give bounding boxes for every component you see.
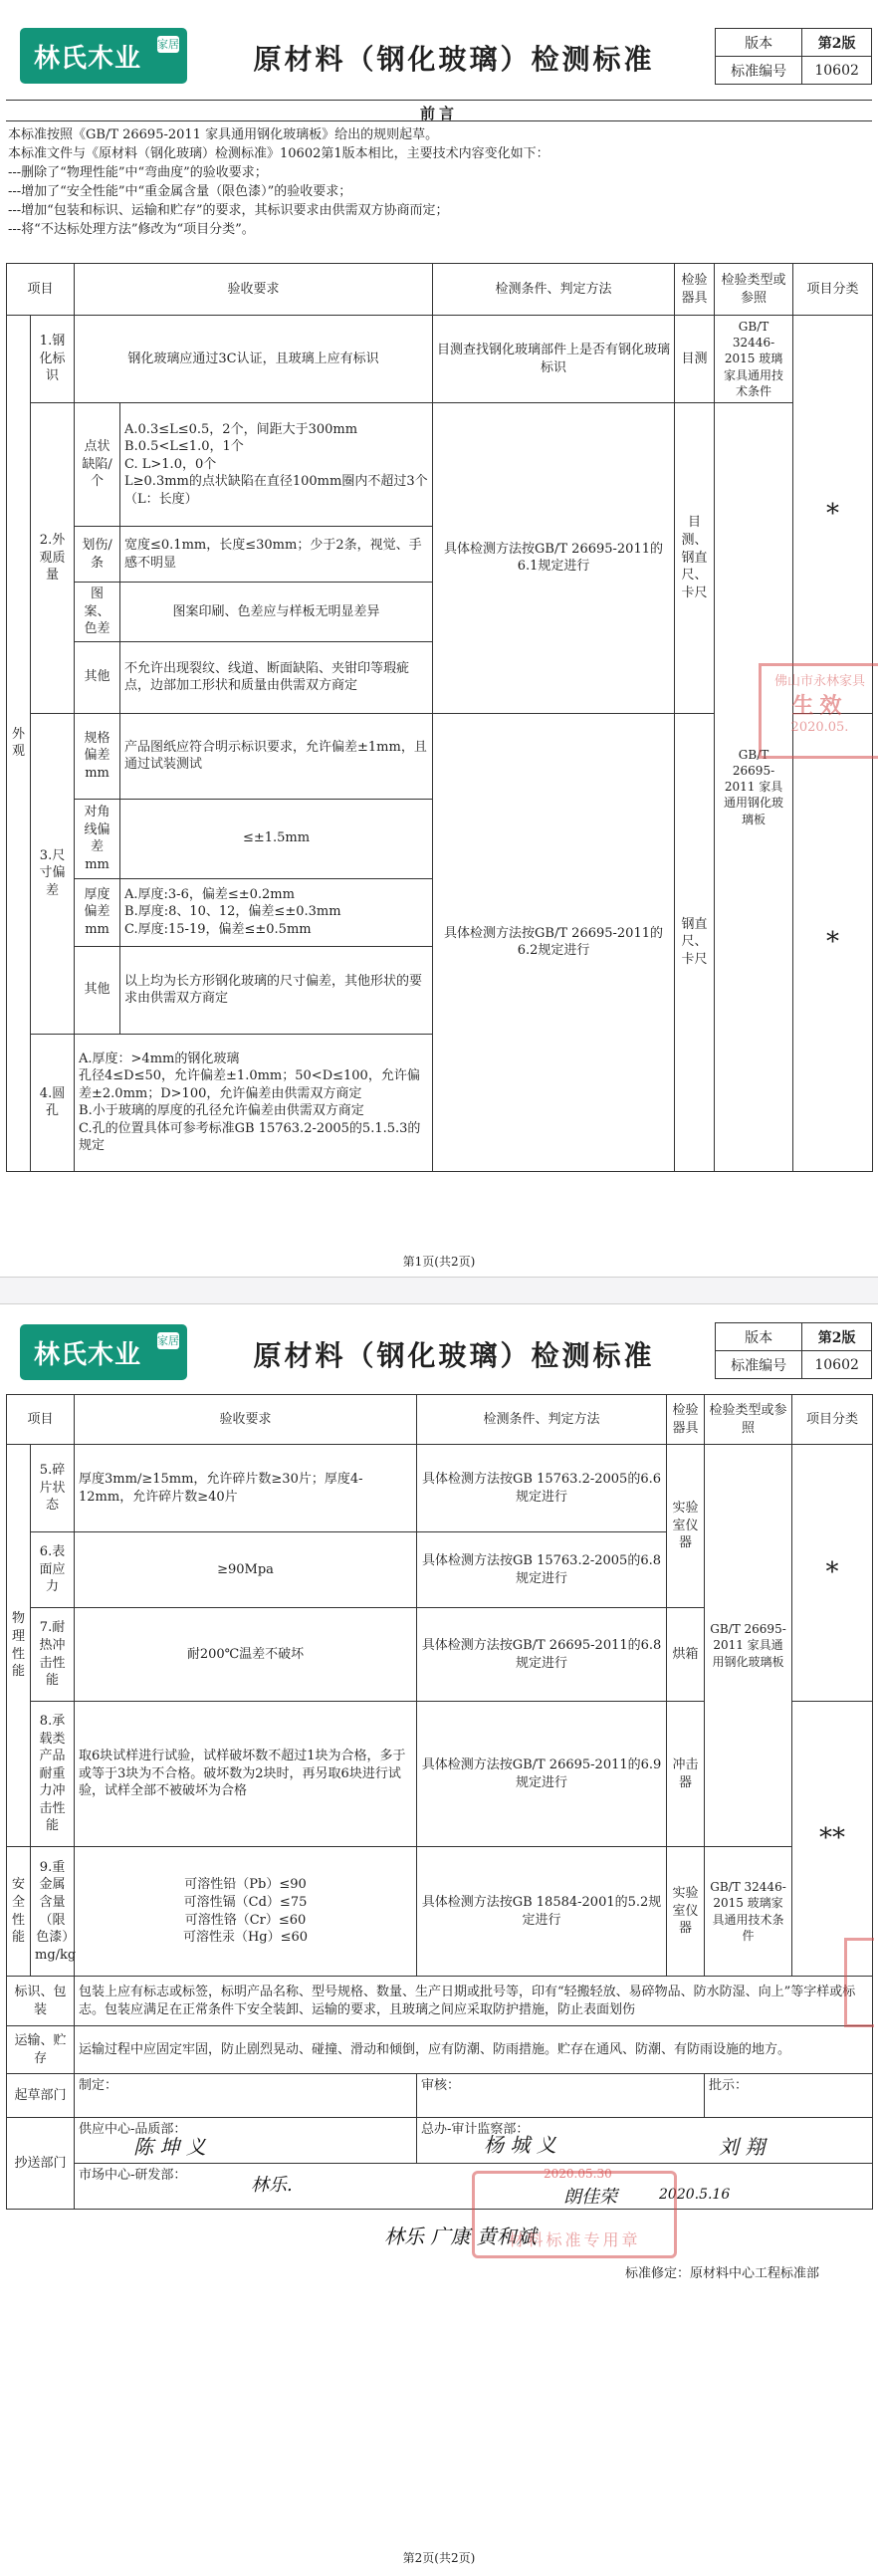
method: 目测查找钢化玻璃部件上是否有钢化玻璃标识 <box>433 316 675 403</box>
requirement: ≥90Mpa <box>75 1532 417 1608</box>
audit-date: 2020.5.16 <box>659 2187 731 2203</box>
drafter-signature: 陈 坤 义 <box>133 2135 206 2159</box>
sub-item: 厚度偏差mm <box>75 878 120 946</box>
copy-dept-1: 供应中心-品质部： <box>75 2118 417 2164</box>
preface-body <box>8 125 870 239</box>
supply-signature: 林乐. <box>251 2175 293 2196</box>
approve-label: 批示： <box>705 2074 873 2118</box>
requirement <box>75 1847 417 1977</box>
requirement: 钢化玻璃应通过3C认证，且玻璃上应有标识 <box>75 316 433 403</box>
req-line: L≥0.3mm的点状缺陷在直径100mm圈内不超过3个 <box>124 474 428 490</box>
method: 具体检测方法按GB 15763.2-2005的6.6规定进行 <box>417 1445 667 1532</box>
req-line: 可溶性铬（Cr）≤60 <box>184 1912 307 1928</box>
sub-item: 对角线偏差mm <box>75 799 120 878</box>
col-type: 检验类型或参照 <box>715 264 793 316</box>
table-row <box>7 1977 873 2026</box>
method: 具体检测方法按GB/T 26695-2011的6.9规定进行 <box>417 1702 667 1847</box>
transport-label: 运输、贮存 <box>7 2026 75 2074</box>
sub-item: 点状缺陷/个 <box>75 403 120 527</box>
col-requirement: 验收要求 <box>75 264 433 316</box>
review-label: 审核： <box>417 2074 705 2118</box>
requirement: 产品图纸应符合明示标识要求，允许偏差±1mm，且通过试装测试 <box>120 713 433 799</box>
code-label: 标准编号 <box>716 1351 802 1379</box>
version-value: 第2版 <box>802 1323 872 1351</box>
req-line: B.厚度:8、10、12，偏差≤±0.3mm <box>124 904 341 920</box>
logo-sub: 家居 <box>157 1334 179 1347</box>
revised-by: 标准修定：原材料中心工程标准部 <box>625 2266 820 2281</box>
version-label: 版本 <box>716 29 802 57</box>
req-line: （L：长度） <box>124 491 198 507</box>
type: GB/T 32446-2015 玻璃家具通用技术条件 <box>705 1847 792 1977</box>
reviewer-signature: 杨 城 义 <box>484 2133 556 2157</box>
company-logo <box>20 1324 187 1380</box>
stamp-date: 2020.05. <box>790 720 849 735</box>
table-row <box>7 2026 873 2074</box>
item-label: 1.钢化标识 <box>31 316 75 403</box>
tool: 冲击器 <box>667 1702 705 1847</box>
tool: 烘箱 <box>667 1608 705 1702</box>
group-label: 物理性能 <box>7 1445 31 1847</box>
requirement: 耐200℃温差不破坏 <box>75 1608 417 1702</box>
item-label: 2.外观质量 <box>31 403 75 714</box>
table-header-row <box>7 264 873 316</box>
document-header <box>6 0 872 96</box>
logo-text: 林氏木业 <box>34 1340 142 1370</box>
preface-line: ---增加“包装和标识、运输和贮存”的要求，其标识要求由供需双方协商而定； <box>8 203 449 218</box>
col-type: 检验类型或参照 <box>705 1395 792 1445</box>
requirement: 不允许出现裂纹、线道、断面缺陷、夹钳印等瑕疵点，边部加工形状和质量由供需双方商定 <box>120 641 433 713</box>
req-line: 可溶性汞（Hg）≤60 <box>182 1930 309 1946</box>
page-2 <box>6 1306 872 2576</box>
draft-label: 制定： <box>75 2074 417 2118</box>
method: 具体检测方法按GB/T 26695-2011的6.2规定进行 <box>433 713 675 1171</box>
col-requirement: 验收要求 <box>75 1395 417 1445</box>
requirement: 取6块试样进行试验，试样破坏数不超过1块为合格，多于或等于3块为不合格。破坏数为2块时，再另取6块进行试验，试样全部不被破坏为合格 <box>75 1702 417 1847</box>
version-box <box>715 1322 872 1379</box>
category-star: * <box>793 713 873 1171</box>
req-line: C.孔的位置具体可参考标准GB 15763.2-2005的5.1.5.3的规定 <box>79 1120 421 1154</box>
pack-text: 包装上应有标志或标签，标明产品名称、型号规格、数量、生产日期或批号等，印有“轻搬轻放、易碎物品、防水防湿、向上”等字样或标志。包装应满足在正常条件下安全装卸、运输的要求，且玻璃之间应采取防护措施，防止表面划伤 <box>75 1977 873 2026</box>
req-line: B.小于玻璃的厚度的孔径允许偏差由供需双方商定 <box>79 1103 364 1119</box>
code-value: 10602 <box>802 57 872 85</box>
logo-text: 林氏木业 <box>34 44 142 74</box>
page-footer: 第2页(共2页) <box>402 2551 476 2565</box>
page-separator <box>0 1277 878 1304</box>
table-row <box>7 1445 873 1532</box>
copy-dept-2: 总办-审计监察部： <box>417 2118 873 2164</box>
req-line: 孔径4≤D≤50，允许偏差±1.0mm；50<D≤100，允许偏差±2.0mm；D>100，允许偏差由供需双方商定 <box>79 1068 420 1101</box>
stamp-line: 生效 <box>791 693 848 719</box>
requirement: 宽度≤0.1mm，长度≤30mm；少于2条，视觉、手感不明显 <box>120 527 433 583</box>
requirement: ≤±1.5mm <box>120 799 433 878</box>
logo-sub: 家居 <box>157 38 179 51</box>
copy-dept: 抄送部门 <box>7 2118 75 2210</box>
table-row <box>7 403 873 527</box>
method: 具体检测方法按GB 18584-2001的5.2规定进行 <box>417 1847 667 1977</box>
material-standard-stamp <box>472 2171 677 2258</box>
col-item: 项目 <box>7 1395 75 1445</box>
requirement: 以上均为长方形钢化玻璃的尺寸偏差，其他形状的要求由供需双方商定 <box>120 946 433 1034</box>
req-line: C.厚度:15-19，偏差≤±0.5mm <box>124 921 312 937</box>
col-item: 项目 <box>7 264 75 316</box>
preface-line: ---增加了“安全性能”中“重金属含量（限色漆）”的验收要求； <box>8 184 352 199</box>
version-value: 第2版 <box>802 29 872 57</box>
item-label: 8.承载类产品耐重力冲击性能 <box>31 1702 75 1847</box>
inspection-table-2 <box>6 1394 873 2210</box>
draft-dept: 起草部门 <box>7 2074 75 2118</box>
requirement <box>120 878 433 946</box>
preface-line: ---删除了“物理性能”中“弯曲度”的验收要求； <box>8 165 268 180</box>
method: 具体检测方法按GB/T 26695-2011的6.8规定进行 <box>417 1608 667 1702</box>
preface-line: 本标准文件与《原材料（钢化玻璃）检测标准》10602第1版本相比，主要技术内容变化如下： <box>8 146 549 161</box>
table-row <box>7 2164 873 2210</box>
req-line: A.厚度:3-6，偏差≤±0.2mm <box>124 886 295 902</box>
sub-item: 划伤/条 <box>75 527 120 583</box>
req-line: A.0.3≤L≤0.5，2个，间距大于300mm <box>124 421 358 437</box>
table-row <box>7 316 873 403</box>
preface-line: ---将“不达标处理方法”修改为“项目分类”。 <box>8 222 255 237</box>
tool: 实验室仪器 <box>667 1445 705 1608</box>
tool: 实验室仪器 <box>667 1847 705 1977</box>
requirement: 图案印刷、色差应与样板无明显差异 <box>120 583 433 642</box>
category-star: * <box>793 316 873 714</box>
sub-item: 其他 <box>75 641 120 713</box>
type: GB/T 32446-2015 玻璃家具通用技术条件 <box>715 316 793 403</box>
approver-signature: 刘 翔 <box>719 2135 766 2159</box>
req-line: 可溶性镉（Cd）≤75 <box>183 1894 308 1910</box>
item-label: 3.尺寸偏差 <box>31 713 75 1034</box>
sub-item: 规格偏差mm <box>75 713 120 799</box>
col-method: 检测条件、判定方法 <box>417 1395 667 1445</box>
code-value: 10602 <box>802 1351 872 1379</box>
version-label: 版本 <box>716 1323 802 1351</box>
copy-dept-3: 市场中心-研发部： <box>75 2164 873 2210</box>
item-label: 5.碎片状态 <box>31 1445 75 1532</box>
group-label: 安全性能 <box>7 1847 31 1977</box>
col-category: 项目分类 <box>792 1395 873 1445</box>
stamp-text: 材料标准专用章 <box>508 2230 641 2249</box>
req-line: 可溶性铅（Pb）≤90 <box>184 1877 307 1893</box>
audit-signature: 朗佳荣 <box>563 2187 617 2208</box>
table-row <box>7 1847 873 1977</box>
type: GB/T 26695-2011 家具通用钢化玻璃板 <box>705 1445 792 1847</box>
item-label: 9.重金属含量（限色漆）mg/kg <box>31 1847 75 1977</box>
pack-label: 标识、包装 <box>7 1977 75 2026</box>
document-title: 原材料（钢化玻璃）检测标准 <box>253 43 655 76</box>
sub-item: 图案、色差 <box>75 583 120 642</box>
document-header <box>6 1306 872 1402</box>
document-title: 原材料（钢化玻璃）检测标准 <box>253 1339 655 1372</box>
page-1 <box>6 0 872 1275</box>
method: 具体检测方法按GB/T 26695-2011的6.1规定进行 <box>433 403 675 714</box>
preface-line: 本标准按照《GB/T 26695-2011 家具通用钢化玻璃板》给出的规则起草。 <box>8 127 439 142</box>
version-box <box>715 28 872 85</box>
tool: 钢直尺、卡尺 <box>675 713 715 1171</box>
col-tool: 检验器具 <box>675 264 715 316</box>
preface-title: 前言 <box>6 100 872 121</box>
category-star: * <box>792 1445 873 1702</box>
col-tool: 检验器具 <box>667 1395 705 1445</box>
method: 具体检测方法按GB 15763.2-2005的6.8规定进行 <box>417 1532 667 1608</box>
page-footer: 第1页(共2页) <box>402 1255 476 1269</box>
tool: 目测 <box>675 316 715 403</box>
stamp-date: 2020.05.30 <box>544 2167 612 2181</box>
stamp-line: 佛山市永林家具 <box>773 674 865 689</box>
company-logo <box>20 28 187 84</box>
tool: 目测、钢直尺、卡尺 <box>675 403 715 714</box>
item-label: 4.圆孔 <box>31 1034 75 1171</box>
code-label: 标准编号 <box>716 57 802 85</box>
edge-stamp <box>844 1938 874 2027</box>
inspection-table-1 <box>6 263 873 1172</box>
item-label: 7.耐热冲击性能 <box>31 1608 75 1702</box>
req-line: C. L>1.0，0个 <box>124 456 217 472</box>
category-star: ** <box>792 1702 873 1977</box>
requirement: 厚度3mm/≥15mm，允许碎片数≥30片；厚度4-12mm，允许碎片数≥40片 <box>75 1445 417 1532</box>
rd-signature: 林乐 广康 黄和斌 <box>384 2225 537 2248</box>
requirement <box>75 1034 433 1171</box>
col-method: 检测条件、判定方法 <box>433 264 675 316</box>
item-label: 6.表面应力 <box>31 1532 75 1608</box>
table-row <box>7 2074 873 2118</box>
col-category: 项目分类 <box>793 264 873 316</box>
transport-text: 运输过程中应固定牢固，防止剧烈晃动、碰撞、滑动和倾倒，应有防潮、防雨措施。贮存在通风、防潮、有防雨设施的地方。 <box>75 2026 873 2074</box>
type: GB/T 26695-2011 家具通用钢化玻璃板 <box>715 403 793 1172</box>
req-line: A.厚度：>4mm的钢化玻璃 <box>79 1051 240 1066</box>
requirement <box>120 403 433 527</box>
validity-stamp <box>759 663 878 759</box>
table-header-row <box>7 1395 873 1445</box>
sub-item: 其他 <box>75 946 120 1034</box>
req-line: B.0.5<L≤1.0，1个 <box>124 439 244 455</box>
group-label: 外观 <box>7 316 31 1172</box>
